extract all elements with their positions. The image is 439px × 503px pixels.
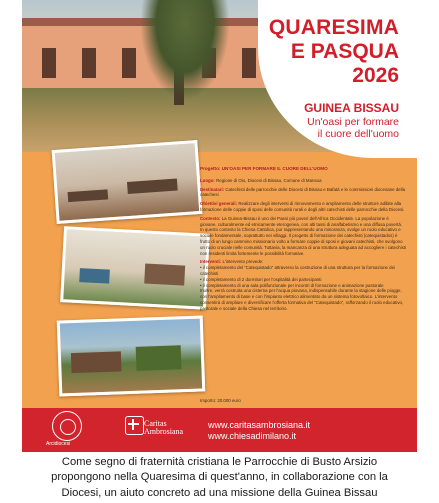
title-line-1: QUARESIMA <box>268 16 399 39</box>
caritas-label: Caritas <box>144 419 167 428</box>
footer-band <box>22 408 417 452</box>
title-line-2-text: E PASQUA <box>290 40 399 63</box>
title-line-2 <box>291 40 399 88</box>
context-paragraph: Contesto: La Guinea-Bissau è uno dei Paesi più poveri dell'Africa Occidentale. La popolazione è giovane, culturalmente ed etnicamente eterogenea, con alti tassi di analfabetismo e una diffusa povertà. In questo contesto la Chiesa Cattolica, pur rappresentando una minoranza, svolge un ruolo educativo e sociale fondamentale, soprattutto nei villaggi. Il progetto di formazione dei catechisti (catequistados) è frutto di un lungo cammino missionario volto a formare coppie di sposi e giovani catechisti, che svolgono un ruolo cruciale nelle comunità. Tuttavia, la mancanza di una struttura adeguata ad accogliere i catechisti non residenti limita fortemente le possibilità formative. <box>200 215 406 256</box>
country-title: GUINEA BISSAU <box>304 101 399 115</box>
beneficiaries-paragraph: Destinatari: Catechisti delle parrocchie delle Diocesi di Bissau e Bafatá e le commissioni diocesane della catechesi <box>200 186 406 198</box>
project-heading: Progetto: UN'OASI PER FORMARE IL CUORE DELL'UOMO <box>200 166 328 171</box>
village-photo <box>57 315 206 396</box>
poster <box>22 0 417 452</box>
ambrosiana-label: Ambrosiana <box>144 427 184 436</box>
classroom-photo-1 <box>52 140 203 224</box>
caption-line-1: Come segno di fraternità cristiana le Parrocchie di Busto Arsizio <box>61 456 378 468</box>
project-text <box>200 166 406 315</box>
caption-line-3: Diocesi, un aiuto concreto ad una missione della Guinea Bissau <box>61 486 378 499</box>
archdiocese-label: Arcidiocesi <box>46 441 71 447</box>
diocese-link[interactable]: www.chiesadimilano.it <box>208 431 297 441</box>
objectives-paragraph: Obiettivi generali: Realizzare degli interventi di rinnovamento e ampliamento delle strutture adibite alla formazione delle coppie di sposi delle comunità rurali e degli altri catechisti delle parrocchie della Diocesi. <box>200 201 405 212</box>
title-year: 2026 <box>352 64 399 87</box>
place-paragraph: Luogo: Regione di Oio, Diocesi di Bissau, Comune di Mansoa <box>200 177 322 183</box>
tagline-line-2: il cuore dell'uomo <box>317 128 399 140</box>
caption <box>0 455 439 501</box>
caritas-cross-icon <box>125 416 144 435</box>
tagline-line-1: Un'oasi per formare <box>307 116 399 128</box>
interventions-paragraph: Interventi: L'intervento prevede: • il completamento del "Catequistado" attraverso la costruzione di una struttura per la formazione dei catechisti • il completamento di 2 dormitori per l'ospitalità dei partecipanti • il completamento di una sala polifunzionale per incontri di formazione e animazione pastorale Inoltre, verrà costruita una cisterna per l'acqua piovana, indispensabile durante la stagione delle piogge, con l'ampliamento di base e con l'impianto elettrico alimentato da un sistema fotovoltaico. L'intervento consentirà di ampliare e diversificare l'offerta formativa del "Catequistado", rafforzando il ruolo educativo, pastorale e sociale della Chiesa nel territorio. <box>200 259 404 311</box>
palm-tree <box>140 0 230 100</box>
archdiocese-seal-icon <box>52 411 82 441</box>
caritas-link[interactable]: www.caritasambrosiana.it <box>208 420 311 430</box>
caption-line-2: propongono nella Quaresima di quest'anno, in collaborazione con la <box>51 471 388 484</box>
cost-line: Importo: 20.000 euro <box>200 398 241 403</box>
classroom-photo-2 <box>60 226 210 310</box>
